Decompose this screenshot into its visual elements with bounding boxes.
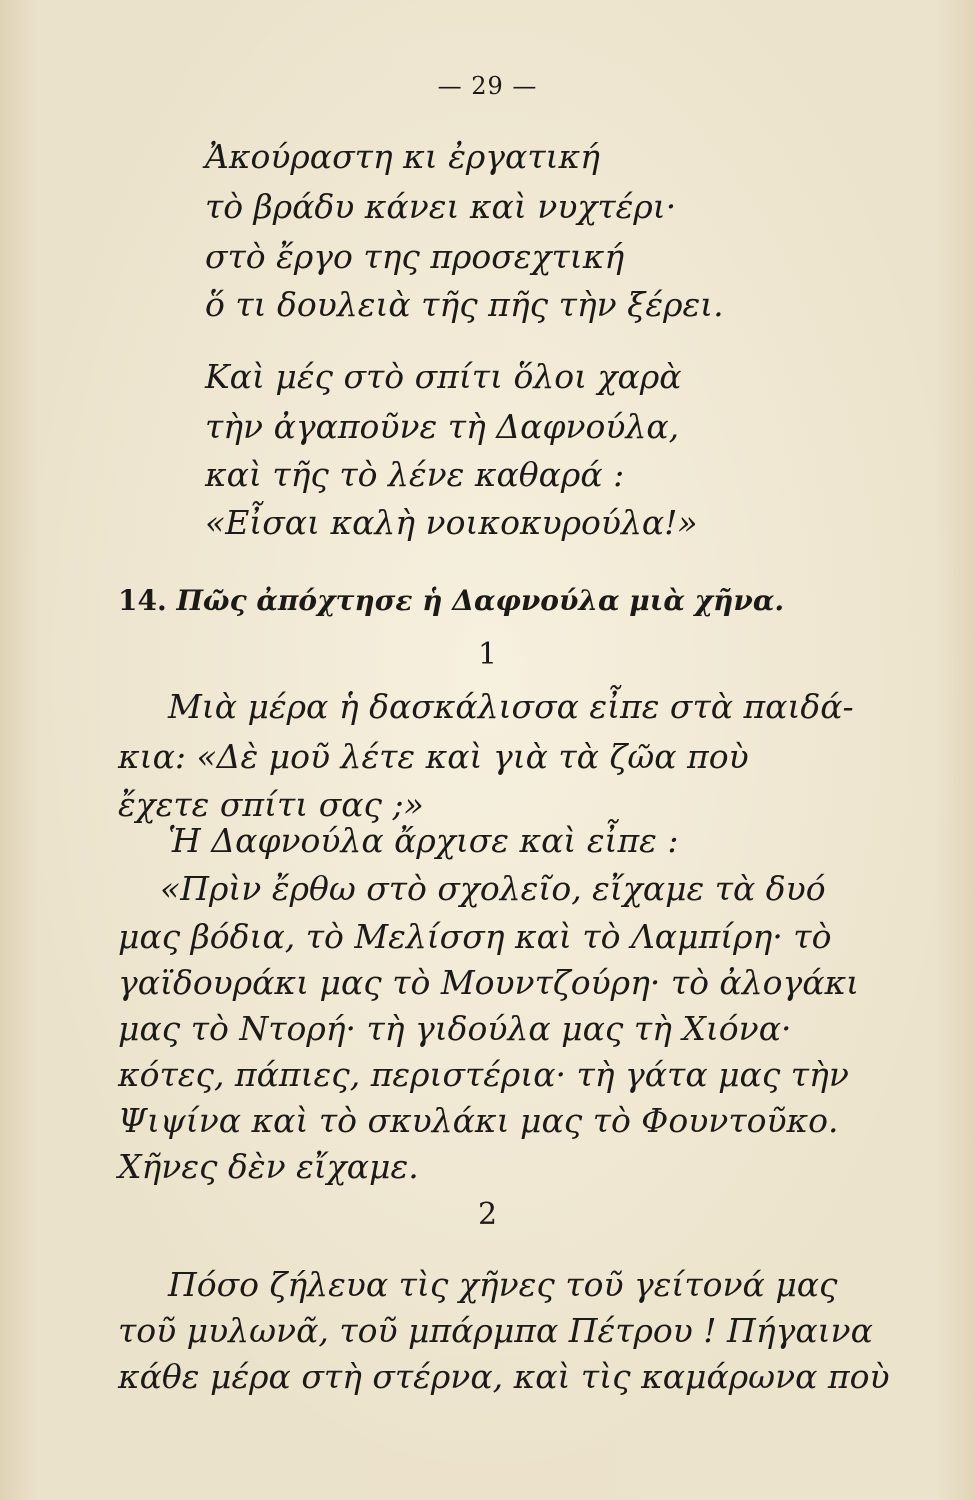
section1-line-7: γαϊδουράκι μας τὸ Μουντζούρη· τὸ ἀλογάκι <box>118 963 860 1002</box>
chapter-number: 14. <box>118 584 167 617</box>
chapter-heading <box>118 584 784 617</box>
section-number-2: 2 <box>477 1197 498 1232</box>
stanza1-line-1: Ἀκούραστη κι ἐργατική <box>205 137 600 176</box>
section2-line-1: Πόσο ζήλευα τὶς χῆνες τοῦ γείτονά μας <box>168 1265 838 1304</box>
page-number: — 29 — <box>437 72 538 100</box>
section1-line-6: μας βόδια, τὸ Μελίσση καὶ τὸ Λαμπίρη· τὸ <box>118 917 832 956</box>
stanza2-line-4: «Εἶσαι καλὴ νοικοκυρούλα!» <box>205 503 698 542</box>
section1-line-5: «Πρὶν ἔρθω στὸ σχολεῖο, εἴχαμε τὰ δυό <box>160 869 826 908</box>
section1-line-2: κια: «Δὲ μοῦ λέτε καὶ γιὰ τὰ ζῶα ποὺ <box>118 737 749 776</box>
stanza2-line-1: Καὶ μές στὸ σπίτι ὅλοι χαρὰ <box>205 357 682 396</box>
stanza1-line-3: στὸ ἔργο της προσεχτική <box>205 237 625 276</box>
section1-line-1: Μιὰ μέρα ἡ δασκάλισσα εἶπε στὰ παιδά- <box>168 687 854 726</box>
section2-line-2: τοῦ μυλωνᾶ, τοῦ μπάρμπα Πέτρου ! Πήγαινα <box>118 1311 873 1350</box>
stanza2-line-2: τὴν ἀγαποῦνε τὴ Δαφνούλα, <box>205 407 680 446</box>
section1-line-8: μας τὸ Ντορή· τὴ γιδούλα μας τὴ Χιόνα· <box>118 1009 792 1048</box>
section1-line-4: Ἡ Δαφνούλα ἄρχισε καὶ εἶπε : <box>168 821 679 860</box>
section1-line-11: Χῆνες δὲν εἴχαμε. <box>118 1147 419 1186</box>
chapter-title: Πῶς ἀπόχτησε ἡ Δαφνούλα μιὰ χῆνα. <box>176 584 785 617</box>
stanza1-line-2: τὸ βράδυ κάνει καὶ νυχτέρι· <box>205 187 677 226</box>
section1-line-3: ἔχετε σπίτι σας ;» <box>118 785 424 824</box>
section1-line-10: Ψιψίνα καὶ τὸ σκυλάκι μας τὸ Φουντοῦκο. <box>118 1101 839 1140</box>
section1-line-9: κότες, πάπιες, περιστέρια· τὴ γάτα μας τὴν <box>118 1055 849 1094</box>
section2-line-3: κάθε μέρα στὴ στέρνα, καὶ τὶς καμάρωνα ποὺ <box>118 1357 890 1396</box>
section-number-1: 1 <box>477 637 498 672</box>
stanza1-line-4: ὅ τι δουλειὰ τῆς πῆς τὴν ξέρει. <box>205 285 724 324</box>
stanza2-line-3: καὶ τῆς τὸ λένε καθαρά : <box>205 455 625 494</box>
